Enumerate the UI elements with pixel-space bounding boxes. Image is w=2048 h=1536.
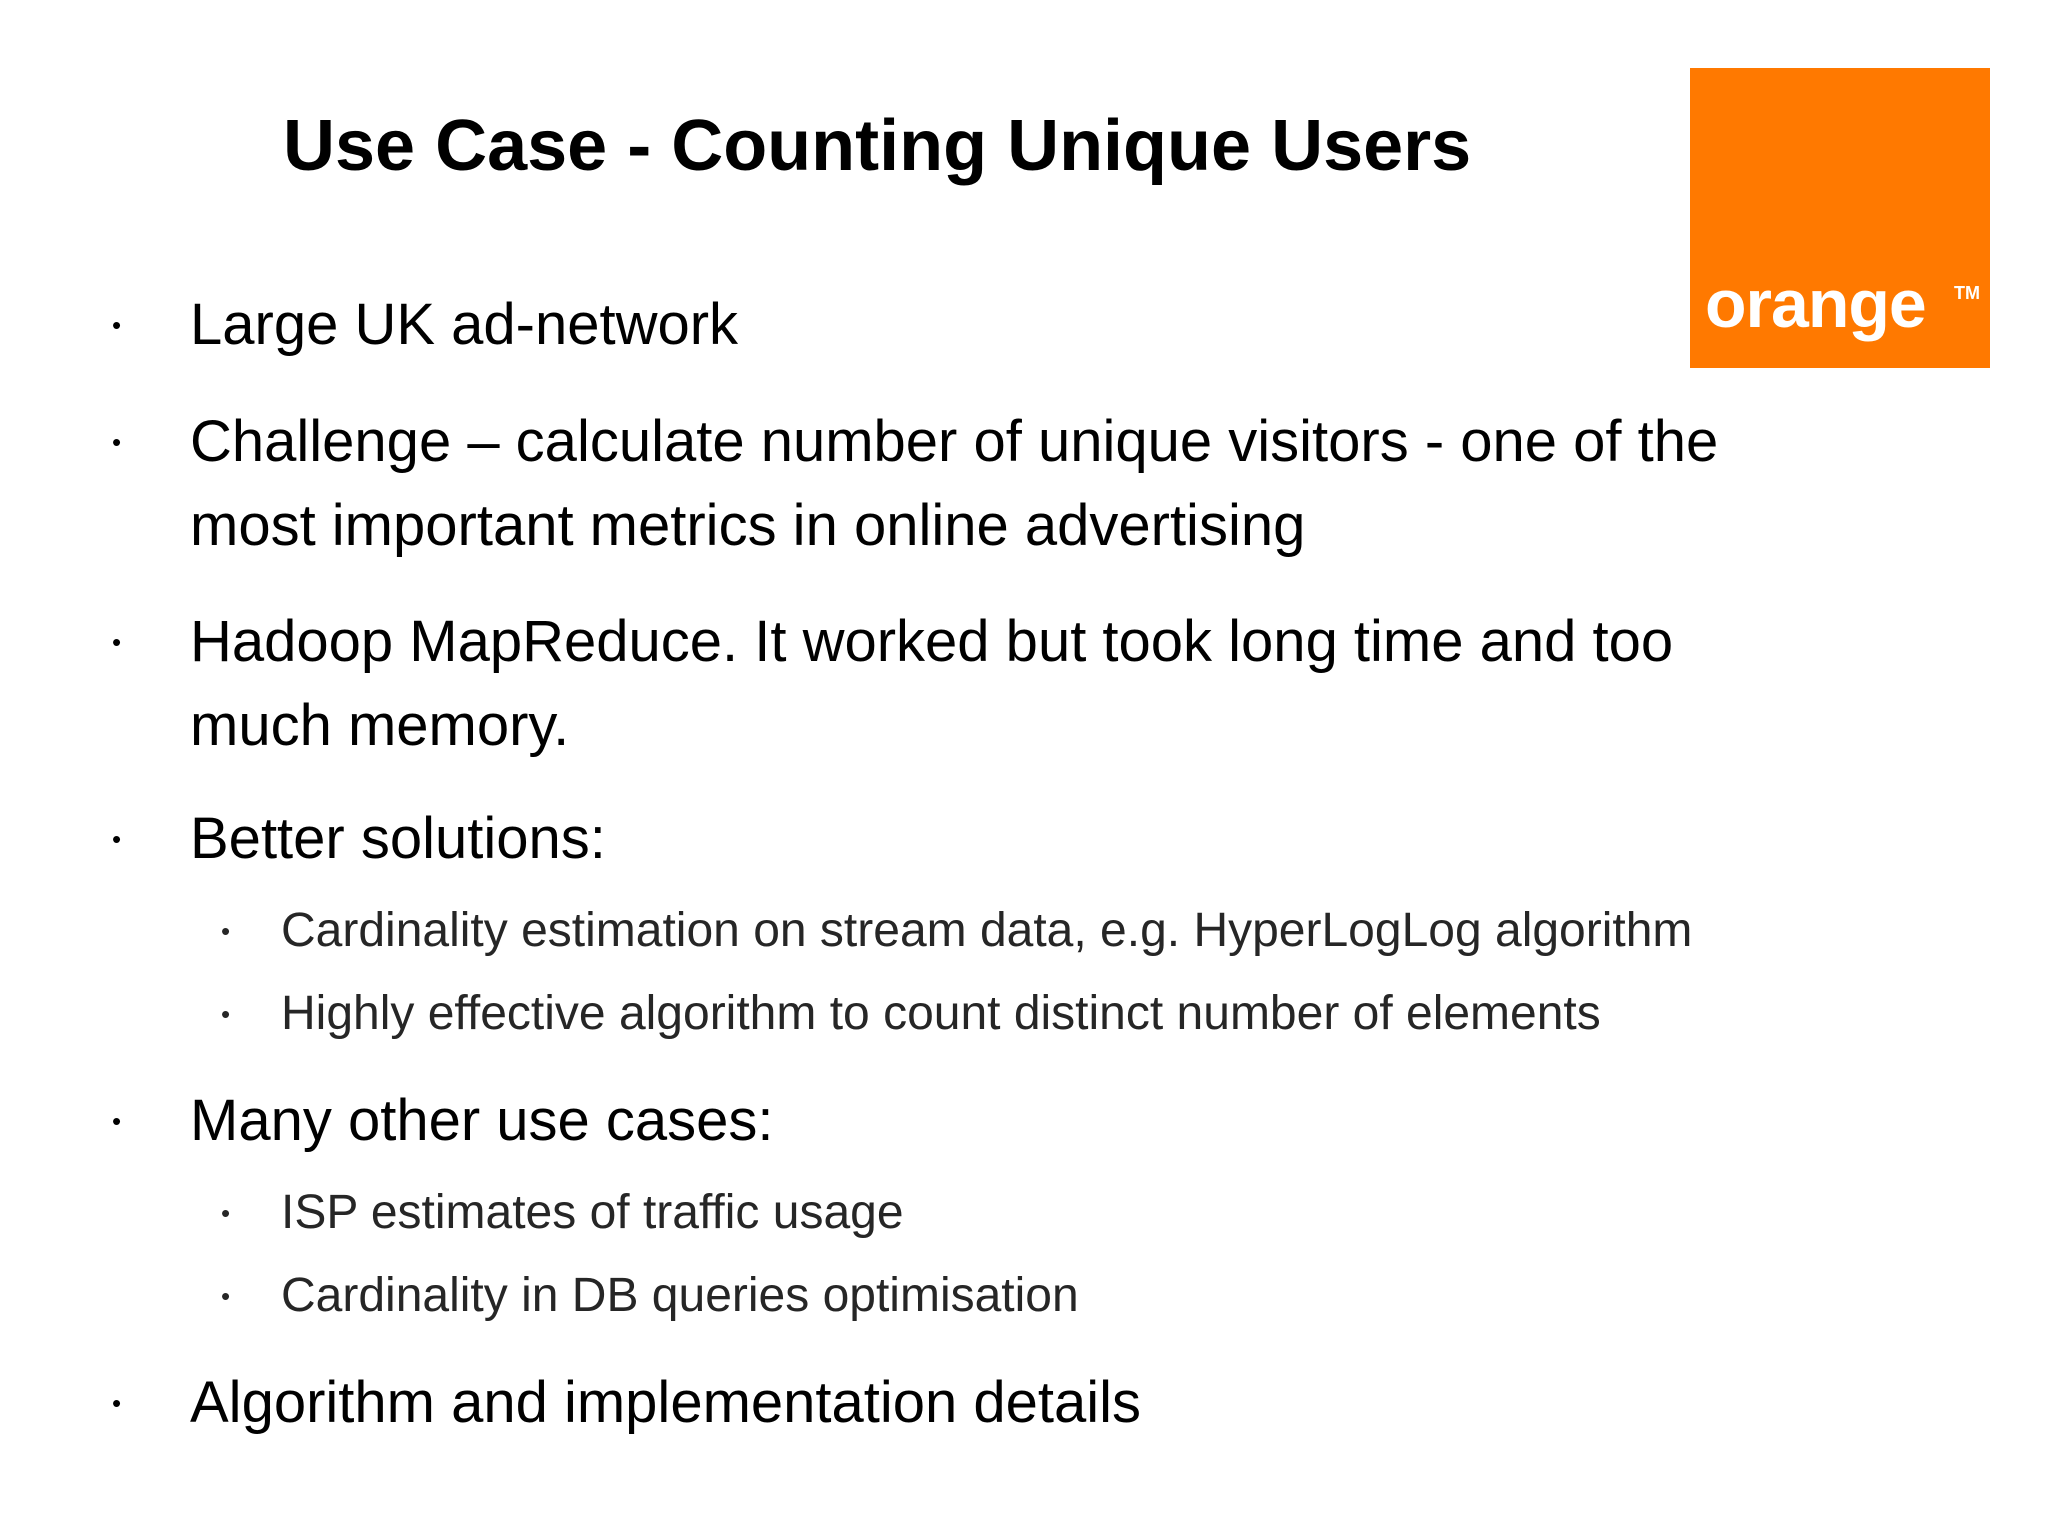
bullet-text: Many other use cases: [190,1088,774,1153]
slide-title: Use Case - Counting Unique Users [283,106,1472,186]
bullet-item [112,400,1719,568]
bullet-text-line: much memory. [190,693,570,758]
bullet-dot-icon: • [112,824,122,854]
bullet-dot-icon: • [112,627,122,657]
bullet-item [112,600,1674,768]
bullet-text: Algorithm and implementation details [190,1370,1142,1435]
bullet-dot-icon: • [221,1281,231,1311]
sub-bullet-item [221,1264,1079,1328]
bullet-dot-icon: • [221,1198,231,1228]
sub-bullet-text: Highly effective algorithm to count distinct number of elements [281,987,1601,1040]
bullet-item [112,797,606,881]
bullet-dot-icon: • [221,999,231,1029]
bullet-item [112,1361,1142,1445]
bullet-dot-icon: • [112,1106,122,1136]
sub-bullet-text: Cardinality in DB queries optimisation [281,1269,1079,1322]
bullet-dot-icon: • [112,427,122,457]
bullet-dot-icon: • [221,916,231,946]
bullet-text-line: most important metrics in online advertising [190,493,1306,558]
orange-logo-text: orange [1705,266,1926,342]
sub-bullet-item [221,899,1693,963]
bullet-text-line: Hadoop MapReduce. It worked but took long time and too [190,609,1674,674]
bullet-text: Large UK ad-network [190,292,739,357]
sub-bullet-item [221,1181,904,1245]
bullet-item [112,1079,774,1163]
bullet-text-line: Challenge – calculate number of unique visitors - one of the [190,409,1719,474]
bullet-dot-icon: • [112,1388,122,1418]
sub-bullet-item [221,982,1601,1046]
bullet-text: Better solutions: [190,806,606,871]
bullet-dot-icon: • [112,310,122,340]
sub-bullet-text: Cardinality estimation on stream data, e.g. HyperLogLog algorithm [281,904,1693,957]
bullet-item [112,283,739,367]
sub-bullet-text: ISP estimates of traffic usage [281,1186,904,1239]
trademark-symbol: TM [1954,283,1980,303]
